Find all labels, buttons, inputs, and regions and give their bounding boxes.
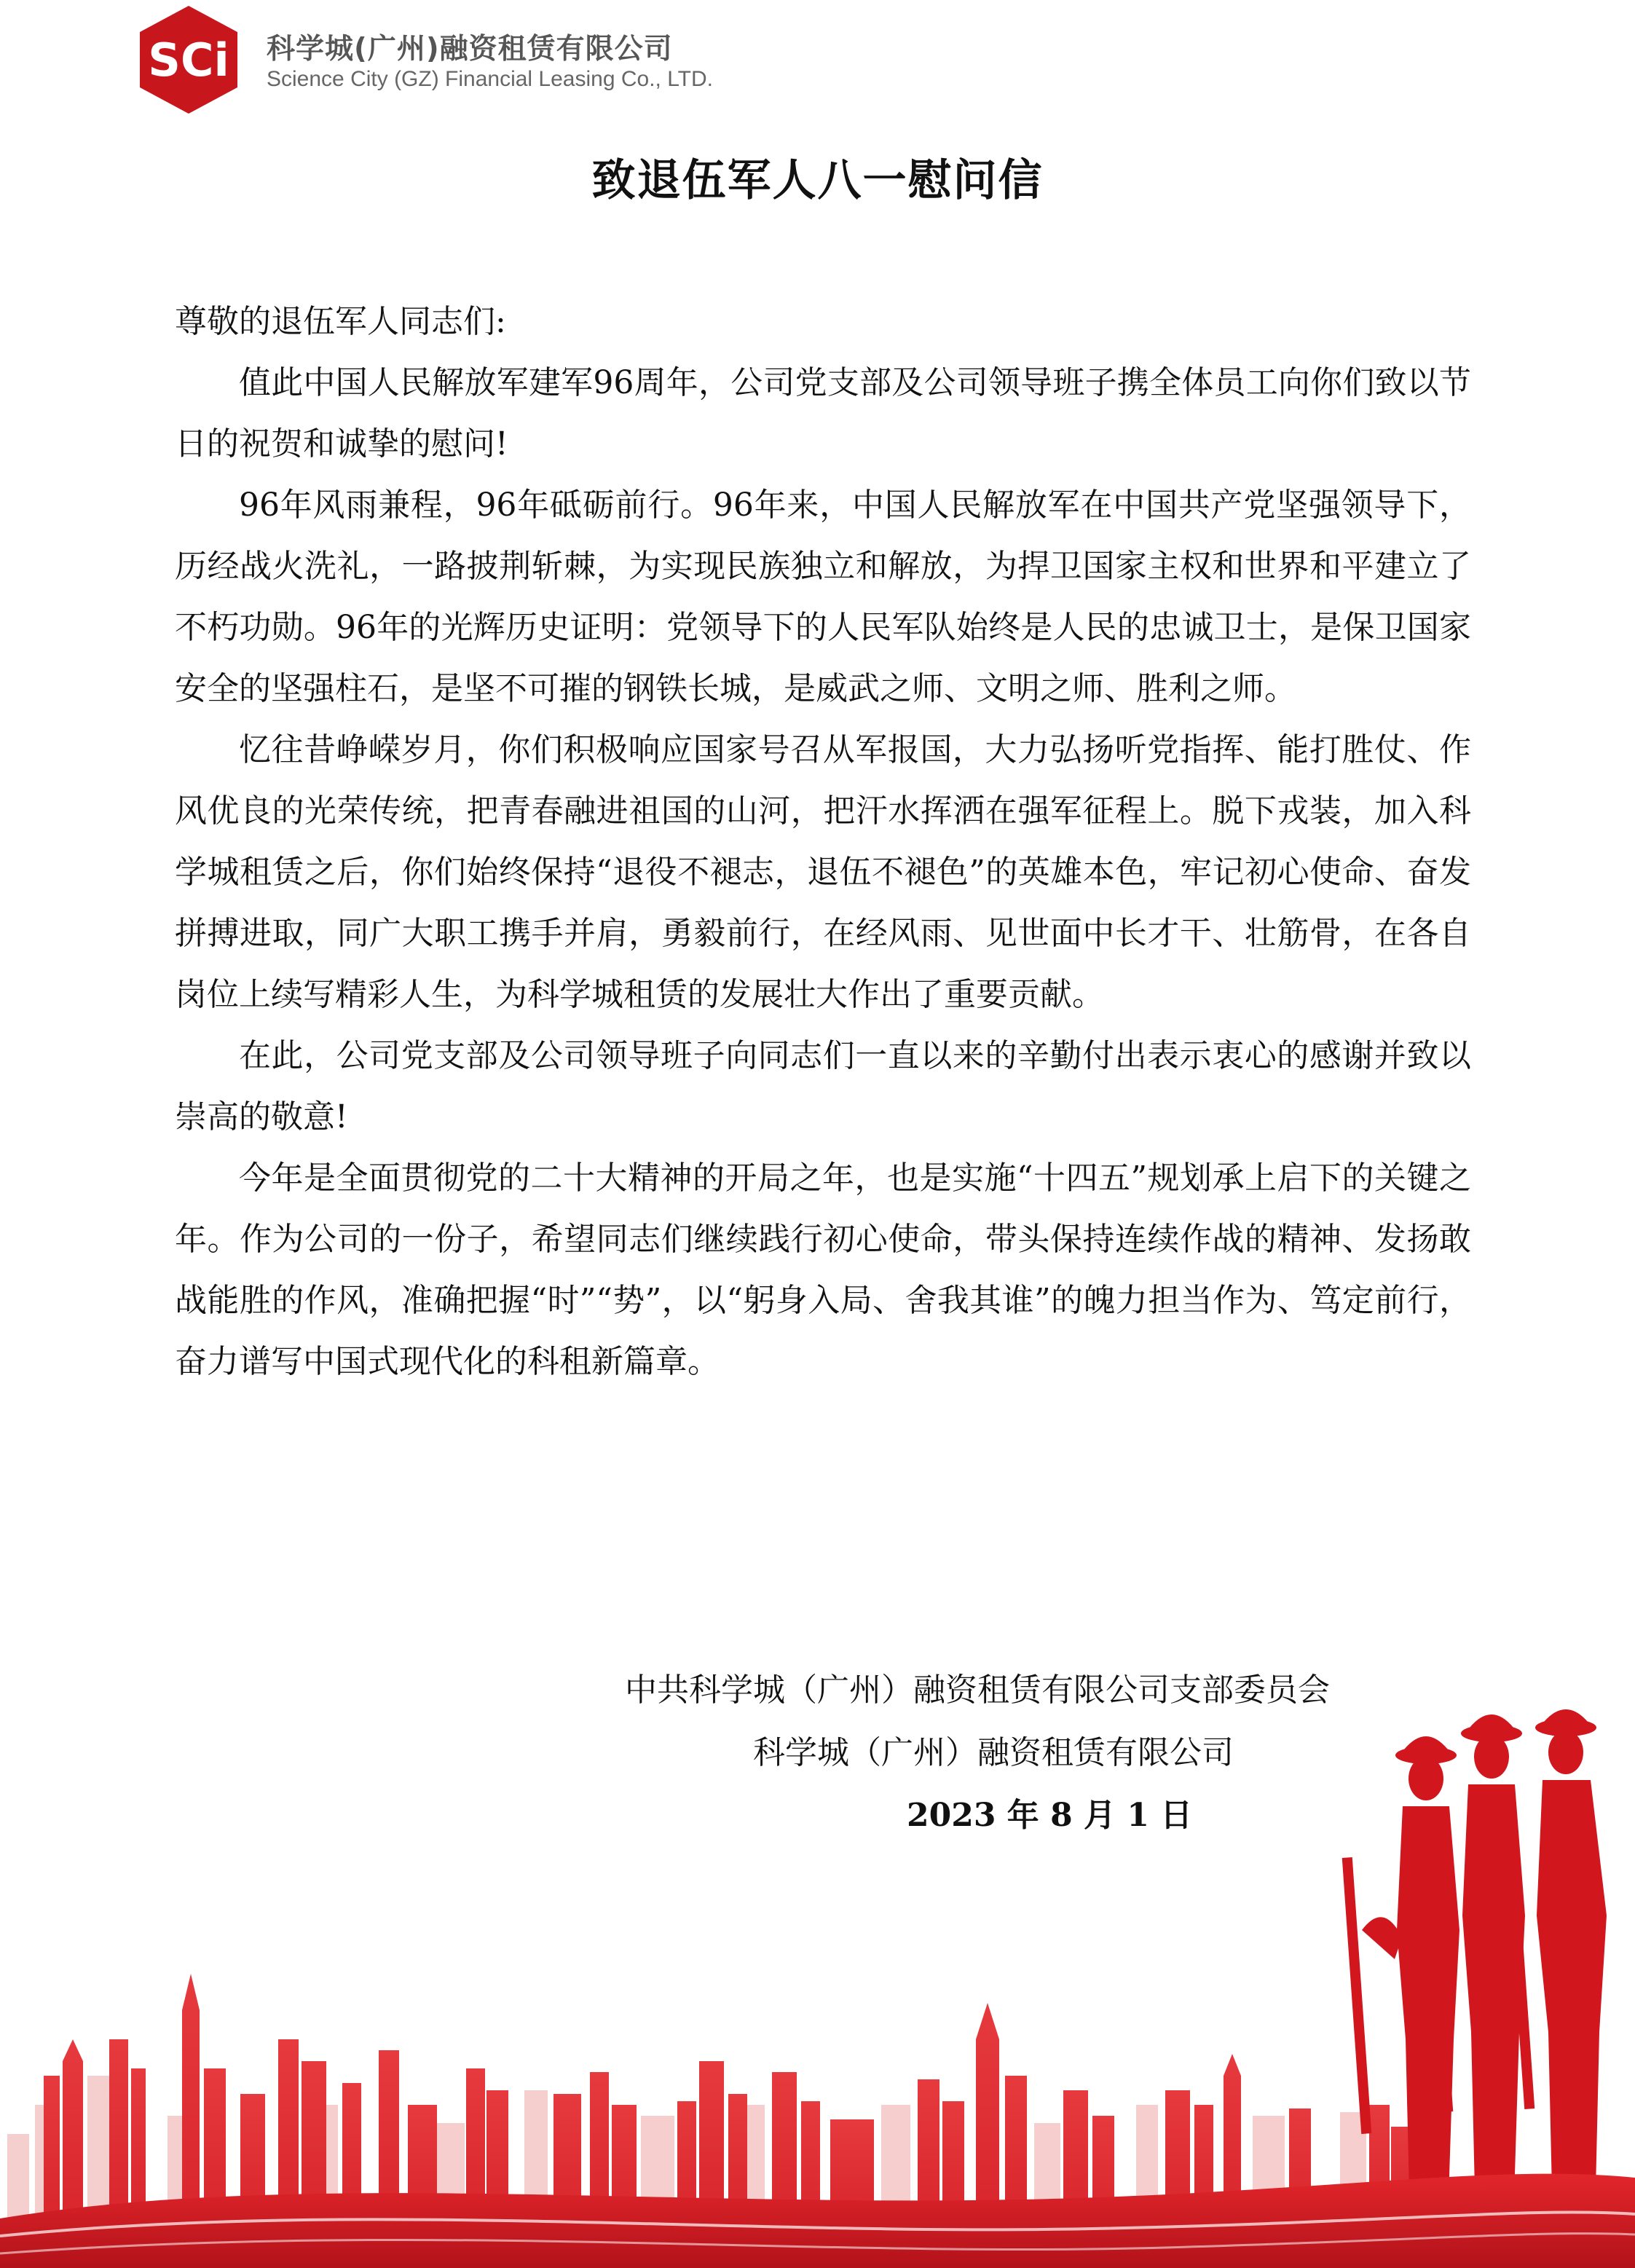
page-title: 致退伍军人八一慰问信 xyxy=(591,155,1044,206)
skyline-soldiers-decoration xyxy=(0,1697,1635,2268)
letter-greeting: 尊敬的退伍军人同志们: xyxy=(175,303,506,340)
company-name-en: Science City (GZ) Financial Leasing Co., LTD. xyxy=(267,67,713,91)
signature-company: 科学城（广州）融资租赁有限公司 xyxy=(753,1734,1234,1771)
logo-icon xyxy=(137,4,240,115)
svg-text:SCi: SCi xyxy=(148,34,229,87)
letter-paragraph-3: 忆往昔峥嵘岁月，你们积极响应国家号召从军报国，大力弘扬听党指挥、能打胜仗、作风优良的光荣传统，把青春融进祖国的山河，把汗水挥洒在强军征程上。脱下戎装，加入科学城租赁之后，你们始终保持“退役不褪志，退伍不褪色”的英雄本色，牢记初心使命、奋发拼搏进取，同广大职工携手并肩，勇毅前行，在经风雨、见世面中长才干、壮筋骨，在各自岗位上续写精彩人生，为科学城租赁的发展壮大作出了重要贡献。 xyxy=(175,731,1471,1013)
letter-paragraph-4: 在此，公司党支部及公司领导班子向同志们一直以来的辛勤付出表示衷心的感谢并致以崇高的敬意! xyxy=(175,1037,1471,1135)
company-name-cn: 科学城(广州)融资租赁有限公司 xyxy=(267,33,673,66)
letter-paragraph-2: 96年风雨兼程，96年砥砺前行。96年来，中国人民解放军在中国共产党坚强领导下，历经战火洗礼，一路披荆斩棘，为实现民族独立和解放，为捍卫国家主权和世界和平建立了不朽功勋。96年的光辉历史证明：党领导下的人民军队始终是人民的忠诚卫士，是保卫国家安全的坚强柱石，是坚不可摧的钢铁长城，是威武之师、文明之师、胜利之师。 xyxy=(175,487,1471,707)
signature-party-branch: 中共科学城（广州）融资租赁有限公司支部委员会 xyxy=(625,1672,1330,1709)
letter-paragraph-5: 今年是全面贯彻党的二十大精神的开局之年，也是实施“十四五”规划承上启下的关键之年。作为公司的一份子，希望同志们继续践行初心使命，带头保持连续作战的精神、发扬敢战能胜的作风，准确把握“时”“势”，以“躬身入局、舍我其谁”的魄力担当作为、笃定前行，奋力谱写中国式现代化的科租新篇章。 xyxy=(175,1159,1471,1380)
signature-date: 2023 年 8 月 1 日 xyxy=(907,1797,1193,1834)
letter-paragraph-1: 值此中国人民解放军建军96周年，公司党支部及公司领导班子携全体员工向你们致以节日的祝贺和诚挚的慰问! xyxy=(175,364,1471,462)
letter-body xyxy=(175,291,1471,1393)
